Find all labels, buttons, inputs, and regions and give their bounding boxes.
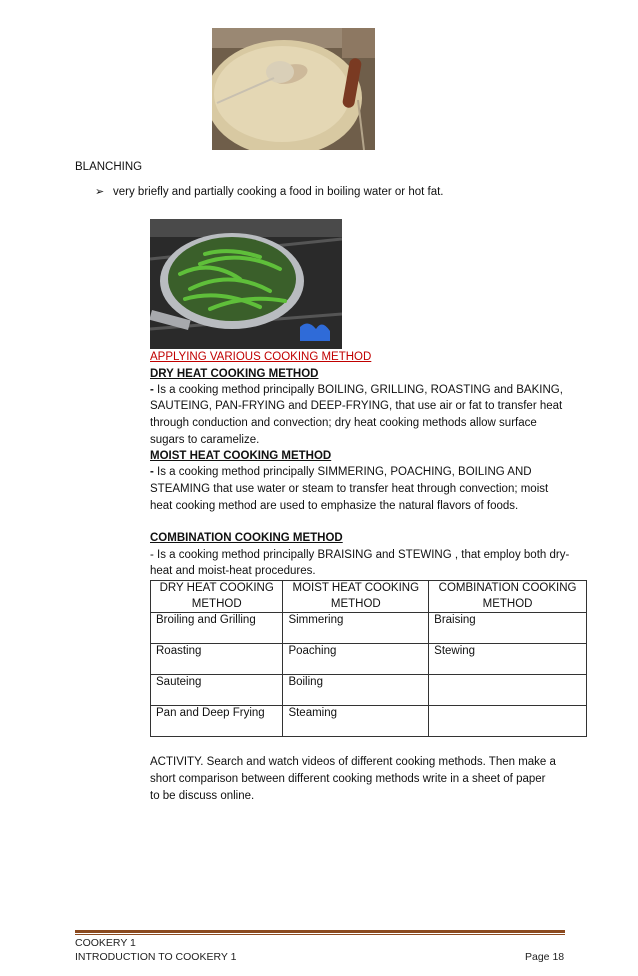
green-beans-illustration xyxy=(150,219,342,349)
table-header-row xyxy=(151,581,587,613)
table-cell: Boiling xyxy=(283,675,429,706)
header-moist-line-2: METHOD xyxy=(330,597,381,610)
dry-heat-line-1 xyxy=(150,382,570,399)
combination-line-1: - Is a cooking method principally BRAISING and STEWING , that employ both dry- xyxy=(150,549,570,561)
dry-heat-dash: - xyxy=(150,384,154,396)
cooking-methods-table xyxy=(150,580,587,737)
batter-sausage-illustration xyxy=(212,28,375,150)
header-moist-heat xyxy=(283,581,429,613)
combination-line-2: heat and moist-heat procedures. xyxy=(150,565,316,577)
footer-subtitle: INTRODUCTION TO COOKERY 1 xyxy=(75,951,237,963)
moist-heat-title: MOIST HEAT COOKING METHOD xyxy=(150,450,332,462)
table-row xyxy=(151,644,587,675)
header-combo-line-2: METHOD xyxy=(482,597,533,610)
activity-line-3: to be discuss online. xyxy=(150,790,255,802)
table-row xyxy=(151,613,587,644)
header-combination xyxy=(429,581,587,613)
table-cell: Braising xyxy=(429,613,587,644)
header-dry-heat xyxy=(151,581,283,613)
header-moist-line-1: MOIST HEAT COOKING xyxy=(292,582,420,594)
dry-heat-line-4: sugars to caramelize. xyxy=(150,434,260,446)
activity-line-2: short comparison between different cooking methods write in a sheet of paper xyxy=(150,773,546,785)
bullet-arrow-icon: ➢ xyxy=(95,186,105,198)
green-beans-pot-photo xyxy=(150,219,342,349)
activity-line-1: ACTIVITY. Search and watch videos of different cooking methods. Then make a xyxy=(150,756,556,768)
moist-heat-line-1 xyxy=(150,464,570,481)
header-combo-line-1: COMBINATION COOKING xyxy=(438,582,577,594)
dry-heat-text-1: Is a cooking method principally BOILING, GRILLING, ROASTING and BAKING, xyxy=(157,384,563,396)
dry-heat-line-2: SAUTEING, PAN-FRYING and DEEP-FRYING, that use air or fat to transfer heat xyxy=(150,400,563,412)
table-cell: Simmering xyxy=(283,613,429,644)
header-dry-line-1: DRY HEAT COOKING xyxy=(159,582,274,594)
table-cell: Broiling and Grilling xyxy=(151,613,283,644)
batter-sausage-photo xyxy=(212,28,375,150)
table-cell: Poaching xyxy=(283,644,429,675)
table-cell: Pan and Deep Frying xyxy=(151,706,283,737)
blanching-title: BLANCHING xyxy=(75,161,143,173)
moist-heat-dash: - xyxy=(150,466,154,478)
header-dry-line-2: METHOD xyxy=(191,597,242,610)
moist-heat-line-3: heat cooking method are used to emphasize the natural flavors of foods. xyxy=(150,500,519,512)
dry-heat-title: DRY HEAT COOKING METHOD xyxy=(150,368,319,380)
footer-course: COOKERY 1 xyxy=(75,937,136,949)
footer-page-number: Page 18 xyxy=(525,951,565,963)
table-row xyxy=(151,706,587,737)
table-cell xyxy=(429,706,587,737)
blanching-definition: very briefly and partially cooking a food in boiling water or hot fat. xyxy=(113,186,444,198)
footer-rule-thin xyxy=(75,934,565,935)
moist-heat-text-1: Is a cooking method principally SIMMERING, POACHING, BOILING AND xyxy=(157,466,532,478)
footer-rule-thick xyxy=(75,930,565,933)
table-cell: Sauteing xyxy=(151,675,283,706)
table-cell: Stewing xyxy=(429,644,587,675)
combination-title: COMBINATION COOKING METHOD xyxy=(150,532,343,544)
table-cell: Roasting xyxy=(151,644,283,675)
table-cell xyxy=(429,675,587,706)
table-row xyxy=(151,675,587,706)
moist-heat-line-2: STEAMING that use water or steam to transfer heat through convection; moist xyxy=(150,483,549,495)
table-cell: Steaming xyxy=(283,706,429,737)
dry-heat-line-3: through conduction and convection; dry heat cooking methods allow surface xyxy=(150,417,537,429)
section-heading: APPLYING VARIOUS COOKING METHOD xyxy=(150,351,372,363)
